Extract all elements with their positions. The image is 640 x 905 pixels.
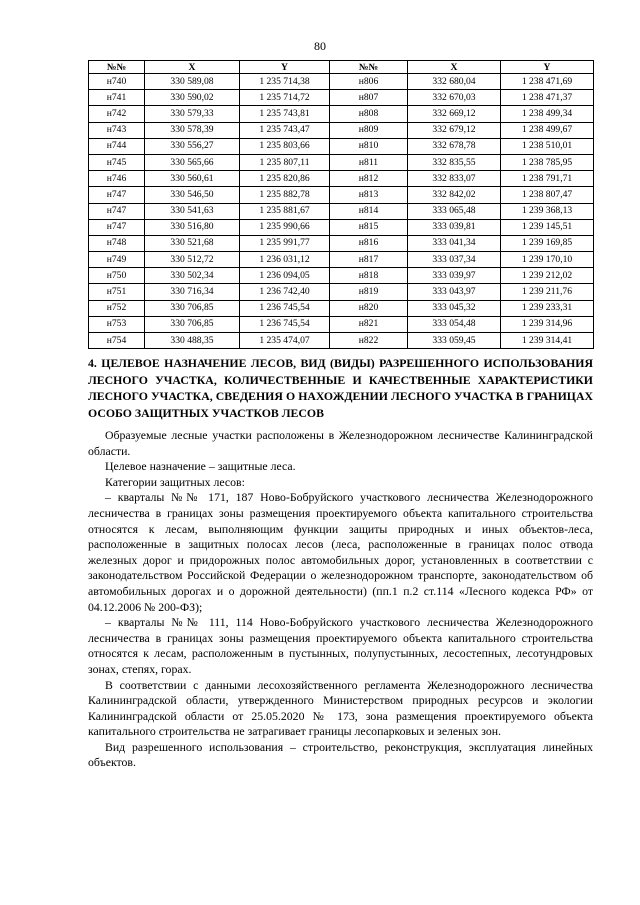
section-heading: 4. ЦЕЛЕВОЕ НАЗНАЧЕНИЕ ЛЕСОВ, ВИД (ВИДЫ) РАЗРЕШЕННОГО ИСПОЛЬЗОВАНИЯ ЛЕСНОГО УЧАСТКА, КОЛИЧЕСТВЕННЫЕ И КАЧЕСТВЕННЫЕ ХАРАКТЕРИСТИКИ ЛЕСНОГО УЧАСТКА, СВЕДЕНИЯ О НАХОЖДЕНИИ ЛЕСНОГО УЧАСТКА В ГРАНИЦАХ ОСОБО ЗАЩИТНЫХ УЧАСТКОВ ЛЕСОВ bbox=[88, 356, 593, 420]
header-x-right: X bbox=[408, 61, 501, 74]
table-header-row bbox=[89, 61, 594, 74]
cell-x-right: 333 039,97 bbox=[408, 268, 501, 284]
cell-y-right: 1 239 314,96 bbox=[501, 316, 594, 332]
cell-point-number-left: н748 bbox=[89, 235, 145, 251]
header-x-left: X bbox=[145, 61, 240, 74]
cell-y-right: 1 239 314,41 bbox=[501, 333, 594, 349]
cell-y-left: 1 235 743,47 bbox=[240, 122, 330, 138]
cell-point-number-right: н819 bbox=[330, 284, 408, 300]
table-row bbox=[89, 316, 594, 332]
cell-point-number-left: н751 bbox=[89, 284, 145, 300]
paragraph-category-2: – кварталы №№ 111, 114 Ново-Бобруйского участкового лесничества Железнодорожного лесничества в границах зоны размещения проектируемого объекта капитального строительства относятся к лесам, расположенным в пустынных, полупустынных, лесостепных, лесотундровых зонах, степях, горах. bbox=[88, 615, 593, 676]
table-row bbox=[89, 235, 594, 251]
table-row bbox=[89, 154, 594, 170]
paragraph-location: Образуемые лесные участки расположены в Железнодорожном лесничестве Калининградской области. bbox=[88, 428, 593, 458]
cell-point-number-right: н813 bbox=[330, 187, 408, 203]
cell-x-left: 330 560,61 bbox=[145, 171, 240, 187]
cell-x-left: 330 516,80 bbox=[145, 219, 240, 235]
cell-point-number-left: н754 bbox=[89, 333, 145, 349]
cell-y-left: 1 235 990,66 bbox=[240, 219, 330, 235]
cell-x-right: 333 065,48 bbox=[408, 203, 501, 219]
cell-point-number-left: н741 bbox=[89, 90, 145, 106]
cell-point-number-left: н740 bbox=[89, 74, 145, 90]
cell-y-right: 1 238 499,67 bbox=[501, 122, 594, 138]
cell-y-right: 1 238 471,69 bbox=[501, 74, 594, 90]
table-row bbox=[89, 284, 594, 300]
cell-y-left: 1 235 820,86 bbox=[240, 171, 330, 187]
cell-x-left: 330 556,27 bbox=[145, 138, 240, 154]
cell-y-right: 1 239 170,10 bbox=[501, 252, 594, 268]
cell-point-number-right: н808 bbox=[330, 106, 408, 122]
cell-y-right: 1 238 807,47 bbox=[501, 187, 594, 203]
cell-y-left: 1 236 745,54 bbox=[240, 300, 330, 316]
cell-point-number-right: н821 bbox=[330, 316, 408, 332]
table-row bbox=[89, 187, 594, 203]
cell-point-number-left: н750 bbox=[89, 268, 145, 284]
cell-y-left: 1 235 803,66 bbox=[240, 138, 330, 154]
cell-x-left: 330 578,39 bbox=[145, 122, 240, 138]
cell-x-right: 332 669,12 bbox=[408, 106, 501, 122]
cell-x-right: 333 037,34 bbox=[408, 252, 501, 268]
cell-point-number-right: н811 bbox=[330, 154, 408, 170]
coordinates-table bbox=[88, 60, 594, 349]
cell-x-left: 330 502,34 bbox=[145, 268, 240, 284]
cell-point-number-right: н809 bbox=[330, 122, 408, 138]
cell-point-number-right: н814 bbox=[330, 203, 408, 219]
cell-y-left: 1 235 991,77 bbox=[240, 235, 330, 251]
cell-point-number-left: н745 bbox=[89, 154, 145, 170]
table-row bbox=[89, 203, 594, 219]
cell-point-number-left: н744 bbox=[89, 138, 145, 154]
cell-point-number-left: н752 bbox=[89, 300, 145, 316]
cell-y-right: 1 239 145,51 bbox=[501, 219, 594, 235]
cell-y-left: 1 235 882,78 bbox=[240, 187, 330, 203]
cell-y-left: 1 236 742,40 bbox=[240, 284, 330, 300]
cell-point-number-left: н747 bbox=[89, 187, 145, 203]
cell-y-right: 1 238 499,34 bbox=[501, 106, 594, 122]
cell-x-right: 333 039,81 bbox=[408, 219, 501, 235]
cell-x-left: 330 512,72 bbox=[145, 252, 240, 268]
table-row bbox=[89, 219, 594, 235]
cell-x-left: 330 488,35 bbox=[145, 333, 240, 349]
cell-x-right: 332 835,55 bbox=[408, 154, 501, 170]
cell-point-number-right: н817 bbox=[330, 252, 408, 268]
cell-point-number-right: н807 bbox=[330, 90, 408, 106]
cell-point-number-left: н753 bbox=[89, 316, 145, 332]
cell-point-number-right: н820 bbox=[330, 300, 408, 316]
paragraph-purpose: Целевое назначение – защитные леса. bbox=[105, 459, 296, 474]
cell-point-number-left: н747 bbox=[89, 203, 145, 219]
header-point-number-left: №№ bbox=[89, 61, 145, 74]
cell-y-left: 1 235 807,11 bbox=[240, 154, 330, 170]
cell-x-right: 332 842,02 bbox=[408, 187, 501, 203]
cell-y-left: 1 235 714,72 bbox=[240, 90, 330, 106]
cell-point-number-right: н810 bbox=[330, 138, 408, 154]
table-row bbox=[89, 171, 594, 187]
cell-point-number-left: н743 bbox=[89, 122, 145, 138]
cell-y-right: 1 239 368,13 bbox=[501, 203, 594, 219]
table-row bbox=[89, 74, 594, 90]
cell-point-number-right: н822 bbox=[330, 333, 408, 349]
cell-y-right: 1 239 169,85 bbox=[501, 235, 594, 251]
cell-y-left: 1 236 031,12 bbox=[240, 252, 330, 268]
table-row bbox=[89, 138, 594, 154]
cell-x-right: 332 679,12 bbox=[408, 122, 501, 138]
cell-point-number-left: н749 bbox=[89, 252, 145, 268]
cell-y-right: 1 239 211,76 bbox=[501, 284, 594, 300]
cell-x-right: 333 054,48 bbox=[408, 316, 501, 332]
header-point-number-right: №№ bbox=[330, 61, 408, 74]
cell-point-number-right: н815 bbox=[330, 219, 408, 235]
table-row bbox=[89, 333, 594, 349]
cell-y-right: 1 239 212,02 bbox=[501, 268, 594, 284]
table-row bbox=[89, 268, 594, 284]
cell-x-left: 330 589,08 bbox=[145, 74, 240, 90]
cell-point-number-left: н746 bbox=[89, 171, 145, 187]
cell-x-left: 330 706,85 bbox=[145, 300, 240, 316]
cell-point-number-right: н816 bbox=[330, 235, 408, 251]
table-row bbox=[89, 122, 594, 138]
cell-x-left: 330 590,02 bbox=[145, 90, 240, 106]
cell-x-left: 330 565,66 bbox=[145, 154, 240, 170]
paragraph-categories-title: Категории защитных лесов: bbox=[105, 474, 245, 489]
cell-y-right: 1 238 791,71 bbox=[501, 171, 594, 187]
cell-y-left: 1 235 881,67 bbox=[240, 203, 330, 219]
cell-x-right: 333 059,45 bbox=[408, 333, 501, 349]
cell-y-right: 1 238 785,95 bbox=[501, 154, 594, 170]
cell-x-right: 333 043,97 bbox=[408, 284, 501, 300]
cell-y-left: 1 235 474,07 bbox=[240, 333, 330, 349]
cell-x-left: 330 706,85 bbox=[145, 316, 240, 332]
cell-y-right: 1 239 233,31 bbox=[501, 300, 594, 316]
cell-point-number-left: н742 bbox=[89, 106, 145, 122]
header-y-right: Y bbox=[501, 61, 594, 74]
page-number: 80 bbox=[314, 39, 326, 53]
header-y-left: Y bbox=[240, 61, 330, 74]
cell-point-number-left: н747 bbox=[89, 219, 145, 235]
cell-x-right: 332 833,07 bbox=[408, 171, 501, 187]
cell-point-number-right: н806 bbox=[330, 74, 408, 90]
cell-y-right: 1 238 510,01 bbox=[501, 138, 594, 154]
cell-x-left: 330 716,34 bbox=[145, 284, 240, 300]
cell-y-right: 1 238 471,37 bbox=[501, 90, 594, 106]
cell-x-right: 333 041,34 bbox=[408, 235, 501, 251]
section-body bbox=[88, 428, 593, 771]
paragraph-regulation: В соответствии с данными лесохозяйственного регламента Железнодорожного лесничества Калининградской области, утвержденного Министерством природных ресурсов и экологии Калининградской области от 25.05.2020 № 173, зона размещения проектируемого объекта капитального строительства не затрагивает границы лесопарковых и зеленых зон. bbox=[88, 677, 593, 739]
cell-x-right: 332 678,78 bbox=[408, 138, 501, 154]
cell-x-left: 330 546,50 bbox=[145, 187, 240, 203]
cell-y-left: 1 236 745,54 bbox=[240, 316, 330, 332]
table-row bbox=[89, 252, 594, 268]
cell-x-left: 330 579,33 bbox=[145, 106, 240, 122]
cell-x-right: 332 670,03 bbox=[408, 90, 501, 106]
cell-x-left: 330 521,68 bbox=[145, 235, 240, 251]
cell-x-right: 332 680,04 bbox=[408, 74, 501, 90]
cell-y-left: 1 236 094,05 bbox=[240, 268, 330, 284]
cell-x-left: 330 541,63 bbox=[145, 203, 240, 219]
cell-x-right: 333 045,32 bbox=[408, 300, 501, 316]
paragraph-category-1: – кварталы №№ 171, 187 Ново-Бобруйского участкового лесничества Железнодорожного лесничества в границах зоны размещения проектируемого объекта капитального строительства относятся к лесам, выполняющим функции защиты природных и иных объектов-леса, расположенные в защитных полосах лесов (леса, расположенные в границах полос отвода железных дорог и придорожных полос автомобильных дорог, установленных в соответствии с законодательством Российской Федерации о железнодорожном транспорте, законодательством об автомобильных дорогах и о дорожной деятельности) (пп.1 п.2 ст.114 «Лесного кодекса РФ» от 04.12.2006 № 200-ФЗ); bbox=[88, 490, 593, 614]
paragraph-permitted-use: Вид разрешенного использования – строительство, реконструкция, эксплуатация линейных объектов. bbox=[88, 739, 593, 770]
table-row bbox=[89, 300, 594, 316]
cell-y-left: 1 235 714,38 bbox=[240, 74, 330, 90]
cell-point-number-right: н818 bbox=[330, 268, 408, 284]
cell-y-left: 1 235 743,81 bbox=[240, 106, 330, 122]
table-row bbox=[89, 106, 594, 122]
table-row bbox=[89, 90, 594, 106]
table-body bbox=[89, 74, 594, 349]
cell-point-number-right: н812 bbox=[330, 171, 408, 187]
